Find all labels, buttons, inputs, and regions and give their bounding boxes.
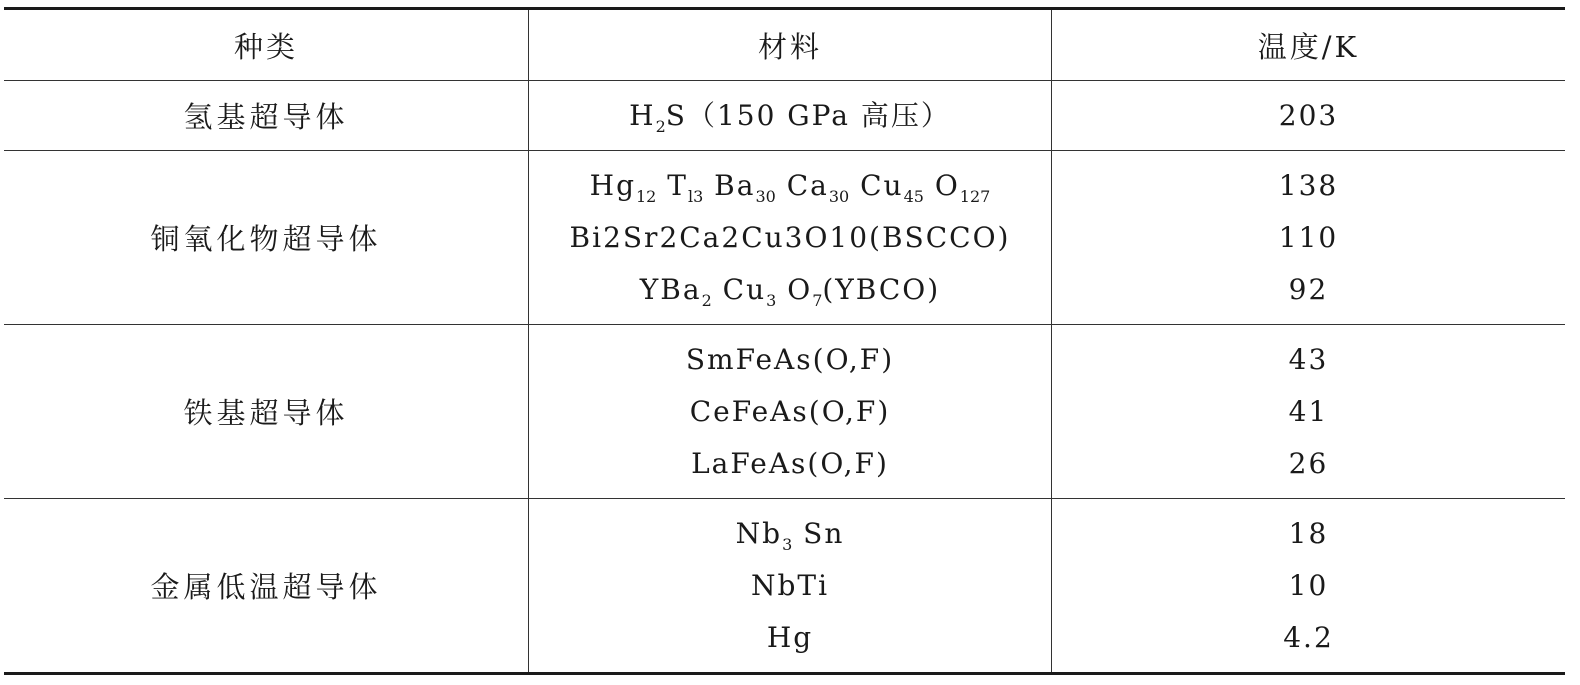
material-formula: [640, 264, 940, 316]
temperature-value: 4.2: [1283, 620, 1334, 654]
bottom-rule: [4, 672, 1565, 675]
formula-part: Ca: [786, 168, 829, 202]
header-cell-material: [529, 10, 1052, 80]
formula-part: Cu: [722, 272, 767, 306]
header-row: [4, 10, 1565, 81]
material-formula: CeFeAs(O,F): [689, 394, 891, 428]
formula-subscript: 30: [755, 186, 776, 206]
temperature-value: 26: [1288, 446, 1329, 480]
superconductor-table: [4, 7, 1565, 675]
formula-subscript: 7: [812, 290, 823, 310]
header-category: 种类: [233, 29, 298, 64]
formula-part: O: [787, 272, 813, 306]
material-formula: [629, 90, 951, 142]
material-cell: [529, 325, 1052, 498]
formula-part: H: [629, 98, 656, 132]
material-formula: Hg: [766, 620, 814, 654]
formula-subscript: 12: [636, 186, 657, 206]
table-row-cuprate: [4, 151, 1565, 325]
category-cell: [4, 499, 529, 672]
temperature-cell: [1052, 151, 1565, 324]
material-cell: [529, 81, 1052, 150]
category-label: 铁基超导体: [183, 396, 349, 430]
material-formula: [736, 508, 845, 560]
temperature-cell: [1052, 499, 1565, 672]
temperature-cell: [1052, 325, 1565, 498]
formula-subscript: 45: [903, 186, 924, 206]
temperature-value: 10: [1288, 568, 1329, 602]
formula-part: Cu: [860, 168, 904, 202]
category-cell: [4, 151, 529, 324]
formula-part: S（150 GPa 高压）: [665, 98, 951, 132]
header-material: 材料: [757, 29, 822, 64]
header-cell-category: [4, 10, 529, 80]
temperature-value: 18: [1288, 516, 1329, 550]
formula-subscript: 2: [701, 290, 712, 310]
material-cell: [529, 151, 1052, 324]
table-row-hydrogen: [4, 81, 1565, 151]
formula-part: Bi2Sr2Ca2Cu3O10(BSCCO): [569, 220, 1011, 254]
formula-part: Nb: [735, 516, 783, 550]
material-formula: [570, 212, 1011, 264]
header-temperature: 温度/K: [1257, 29, 1360, 64]
temperature-value: 138: [1278, 168, 1339, 202]
category-cell: [4, 325, 529, 498]
material-cell: [529, 499, 1052, 672]
material-formula: LaFeAs(O,F): [691, 446, 889, 480]
formula-subscript: 3: [782, 534, 793, 554]
material-formula: SmFeAs(O,F): [685, 342, 895, 376]
table-row-metallic: [4, 499, 1565, 672]
formula-subscript: 2: [655, 116, 666, 136]
formula-subscript: 30: [828, 186, 850, 206]
formula-part: Ba: [714, 168, 756, 202]
formula-part: (YBCO): [822, 272, 941, 306]
temperature-value: 92: [1288, 272, 1329, 306]
formula-part: Hg: [589, 168, 636, 202]
category-label: 金属低温超导体: [150, 570, 382, 604]
formula-subscript: l3: [687, 186, 704, 206]
temperature-value: 43: [1288, 342, 1329, 376]
category-label: 氢基超导体: [183, 100, 349, 134]
formula-part: Sn: [803, 516, 845, 550]
temperature-value: 203: [1278, 98, 1339, 132]
formula-part: YBa: [639, 272, 702, 306]
formula-part: T: [667, 168, 688, 202]
temperature-cell: [1052, 81, 1565, 150]
temperature-value: 110: [1278, 220, 1339, 254]
formula-subscript: 3: [766, 290, 777, 310]
table-row-iron: [4, 325, 1565, 499]
material-formula: NbTi: [750, 568, 830, 602]
temperature-value: 41: [1288, 394, 1329, 428]
formula-subscript: 127: [959, 186, 991, 206]
category-cell: [4, 81, 529, 150]
material-formula: [590, 160, 991, 212]
formula-part: O: [934, 168, 960, 202]
header-cell-temperature: [1052, 10, 1565, 80]
category-label: 铜氧化物超导体: [150, 222, 382, 256]
